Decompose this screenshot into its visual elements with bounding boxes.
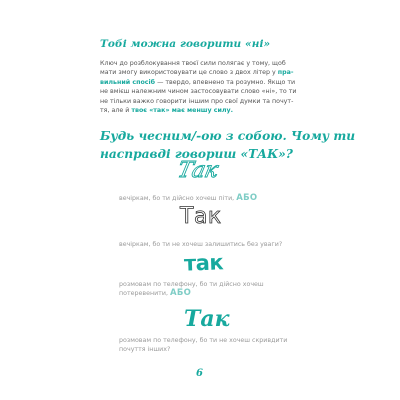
intro-line [100,68,305,77]
intro-paragraph [100,59,305,115]
or-word: АБО [236,193,258,203]
reason-line: вечіркам, бо ти не хочеш залишитись без уваги? [119,241,283,248]
reason-line: розмовам по телефону, бо ти не хочеш скривдити [119,337,288,344]
intro-text: тя, але й [100,107,130,115]
intro-line: не вмієш належним чином застосовувати слово «ні», то ти [100,88,297,96]
intro-line [100,106,305,115]
reason-line: почуття інших? [119,346,171,354]
page-number: 6 [196,368,203,379]
reason-text [119,280,319,299]
tak-word-outline: Так [180,204,222,229]
reason-text-part: вечіркам, бо ти дійсно хочеш піти, [119,195,235,202]
tak-word-bold: так [183,250,224,276]
intro-highlight: пра- [277,69,294,77]
or-word: АБО [169,288,192,299]
reason-text [119,336,319,355]
reason-line [119,194,319,203]
intro-highlight: вильний спосіб [100,78,156,86]
intro-line: не тільки важко говорити іншим про свої думки та почут- [100,97,294,105]
intro-line: Ключ до розблокування твоєї сили полягає у тому, щоб [100,60,286,67]
reason-line: розмовам по телефону, бо ти дійсно хочеш [119,281,264,288]
intro-text: — твердо, впевнено та розумно. Якщо ти [157,78,296,86]
section-subtitle: Тобі можна говорити «ні» [100,38,271,50]
intro-text: мати змогу використовувати це слово з двох літер у [100,69,276,77]
reason-line [119,289,319,298]
tak-word-outline-script: Так [175,158,221,183]
question-line: насправді говориш «ТАК»? [100,146,293,161]
reason-text [119,194,319,203]
tak-word-script: Так [184,306,230,332]
reason-text [119,240,319,249]
intro-line [100,78,305,87]
reason-text-part: потеревенити, [119,290,168,298]
intro-highlight: твоє «так» має меншу силу. [131,107,234,115]
question-line: Будь чесним/-ою з собою. Чому ти [100,129,356,143]
